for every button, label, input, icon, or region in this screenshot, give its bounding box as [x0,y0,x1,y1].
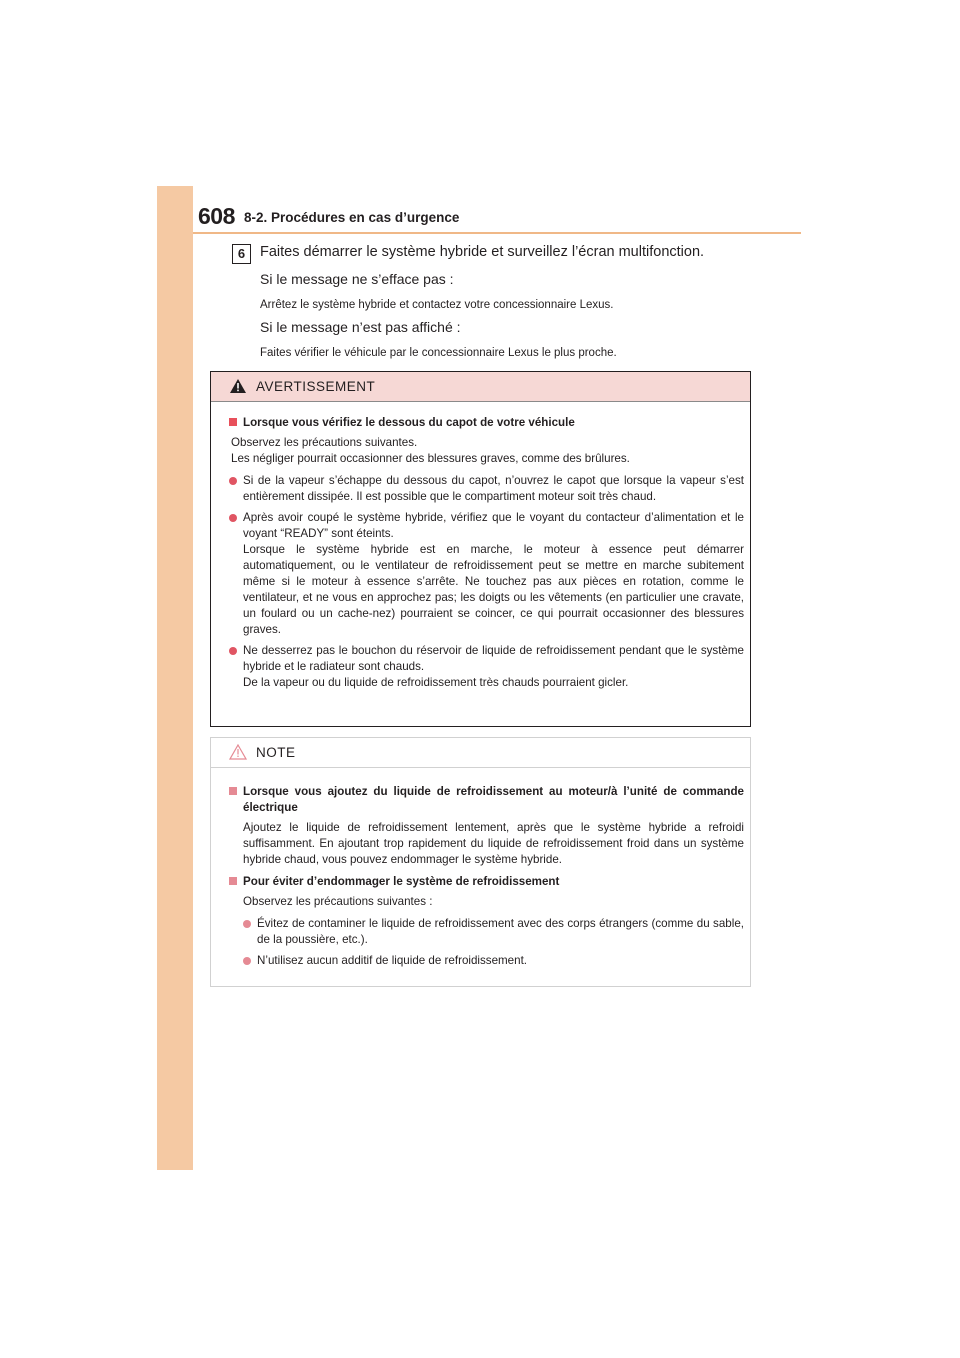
note-bullet: Évitez de contaminer le liquide de refroidissement avec des corps étrangers (comme du sable, de la poussière, etc.). [243,916,744,948]
round-bullet-icon [229,477,237,485]
warning-bullet: Après avoir coupé le système hybride, vérifiez que le voyant du contacteur d’alimentation et le voyant “READY” sont éteints. Lorsque le système hybride est en marche, le moteur à essence peut démarrer automatiquement, ou le ventilateur de refroidissement peut se mettre en marche subitement même si le moteur à essence s’arrête. Ne touchez pas aux pièces en rotation, comme le ventilateur, et ne vous en approchez pas; les doigts ou les vêtements (en particulier une cravate, un foulard ou un cache-nez) pourraient se coincer, ce qui pourrait occasionner des blessures graves. [229,510,744,638]
case2-heading: Si le message n’est pas affiché : [260,319,461,335]
warning-body [211,402,750,691]
warning-box [210,371,751,727]
note-box [210,737,751,987]
square-bullet-icon [229,418,237,426]
note-item1-heading: Lorsque vous ajoutez du liquide de refroidissement au moteur/à l’unité de commande électrique [229,784,744,816]
warning-bullet: Ne desserrez pas le bouchon du réservoir de liquide de refroidissement pendant que le système hybride et le radiateur sont chauds. De la vapeur ou du liquide de refroidissement très chauds pourraient gicler. [229,643,744,691]
round-bullet-icon [229,514,237,522]
round-bullet-icon [243,957,251,965]
case1-text: Arrêtez le système hybride et contactez votre concessionnaire Lexus. [260,299,614,311]
note-bullet: N’utilisez aucun additif de liquide de refroidissement. [243,953,744,969]
round-bullet-icon [243,920,251,928]
step-text: Faites démarrer le système hybride et surveillez l’écran multifonction. [260,244,705,260]
warning-title: AVERTISSEMENT [256,379,376,394]
warning-bullet: Si de la vapeur s’échappe du dessous du capot, n’ouvrez le capot que lorsque la vapeur s’est entièrement dissipée. Il est possible que le compartiment moteur soit très chaud. [229,473,744,505]
square-bullet-icon [229,787,237,795]
note-item2-intro: Observez les précautions suivantes : [243,895,433,908]
note-header [211,738,750,768]
warning-item-heading: Lorsque vous vérifiez le dessous du capot de votre véhicule [229,415,744,431]
caution-triangle-icon [229,744,247,760]
case1-heading: Si le message ne s’efface pas : [260,271,454,287]
warning-header [211,372,750,402]
note-item2-heading: Pour éviter d’endommager le système de refroidissement [229,874,744,890]
round-bullet-icon [229,647,237,655]
page-header [198,203,802,233]
side-tab-bar [157,186,193,1170]
step-number: 6 [232,244,251,264]
section-title: 8-2. Procédures en cas d’urgence [244,210,460,225]
page-number: 608 [198,203,235,229]
warning-intro: Observez les précautions suivantes. Les négliger pourrait occasionner des blessures graves, comme des brûlures. [231,436,630,465]
note-body [211,768,750,969]
square-bullet-icon [229,877,237,885]
header-divider [193,232,801,234]
note-title: NOTE [256,745,296,760]
case2-text: Faites vérifier le véhicule par le concessionnaire Lexus le plus proche. [260,347,617,359]
warning-triangle-icon [229,378,247,394]
note-item1-text: Ajoutez le liquide de refroidissement lentement, après que le système hybride a refroidi suffisamment. En ajoutant trop rapidement du liquide de refroidissement froid dans un système hybride chaud, vous pouvez endommager le système hybride. [243,821,744,866]
